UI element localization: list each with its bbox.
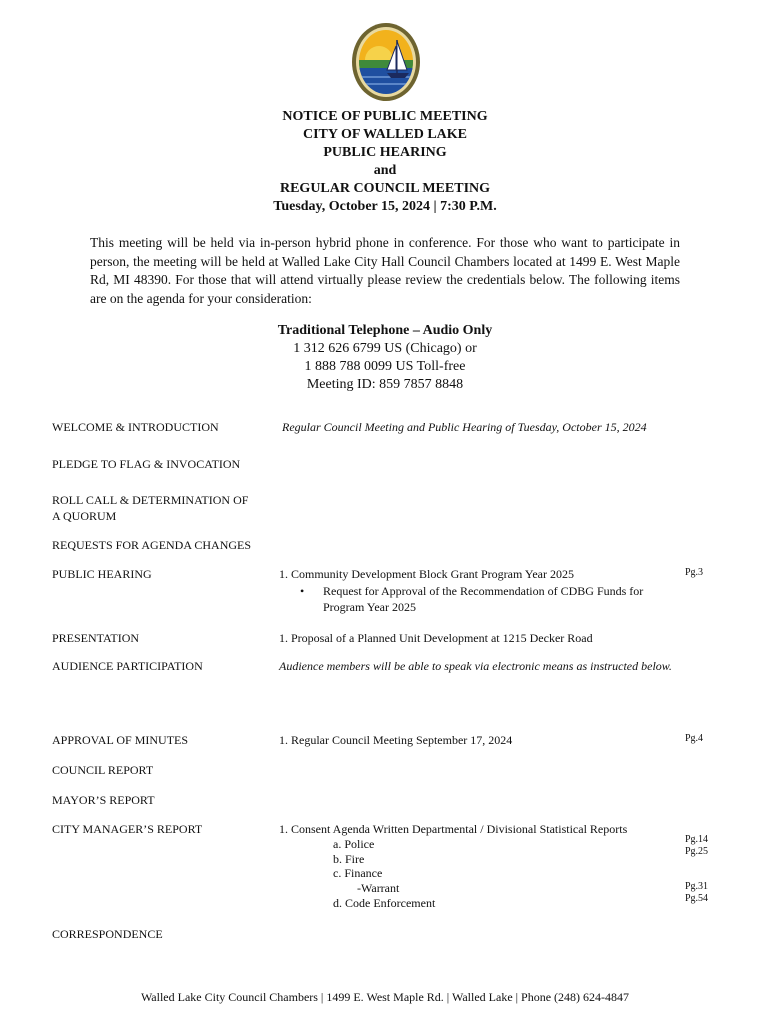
city-seal-logo [351, 22, 421, 102]
intro-paragraph: This meeting will be held via in-person hybrid phone in conference. For those who want to participate in person, the meeting will be held at Walled Lake City Hall Council Chambers located at 1499 E. West Maple Rd, MI 48390. For those that will attend virtually please review the credentials below. The following items are on the agenda for your consideration: [90, 235, 680, 306]
bullet-dot-icon: • [300, 584, 305, 598]
page-ref-police: Pg.14 [685, 834, 709, 845]
agenda-item-minutes: 1. Regular Council Meeting September 17, 2024 [279, 733, 513, 747]
phone-number-chicago: 1 312 626 6799 US (Chicago) or [293, 341, 477, 356]
meeting-heading: REGULAR COUNCIL MEETING [279, 181, 491, 196]
page-footer: Walled Lake City Council Chambers | 1499 E. West Maple Rd. | Walled Lake | Phone (248) 624-4847 [140, 990, 630, 1004]
page-ref-fire: Pg.25 [685, 846, 709, 857]
agenda-label-minutes: APPROVAL OF MINUTES [52, 733, 189, 747]
notice-title: NOTICE OF PUBLIC MEETING [282, 109, 488, 124]
agenda-note-welcome: Regular Council Meeting and Public Hearing of Tuesday, October 15, 2024 [282, 420, 647, 434]
bullet-text: Request for Approval of the Recommendation of CDBG Funds for Program Year 2025 [323, 584, 644, 614]
agenda-bullet-hearing [300, 583, 680, 615]
page-ref-hearing: Pg.3 [685, 567, 704, 578]
agenda-label-requests: REQUESTS FOR AGENDA CHANGES [52, 538, 252, 552]
agenda-label-audience: AUDIENCE PARTICIPATION [52, 659, 203, 673]
agenda-item-presentation: 1. Proposal of a Planned Unit Development at 1215 Decker Road [279, 631, 593, 645]
agenda-label-hearing: PUBLIC HEARING [52, 567, 152, 581]
meeting-id: Meeting ID: 859 7857 8848 [306, 377, 464, 392]
agenda-label-presentation: PRESENTATION [52, 631, 140, 645]
notice-header [0, 108, 770, 216]
and-text: and [373, 163, 397, 178]
page-ref-finance: Pg.31 [685, 881, 709, 892]
phone-info [0, 322, 770, 394]
city-name: CITY OF WALLED LAKE [302, 127, 467, 142]
report-fire: b. Fire [333, 852, 365, 866]
agenda-label-mayor: MAYOR’S REPORT [52, 793, 155, 807]
report-code-enforcement: d. Code Enforcement [333, 896, 436, 910]
page-ref-minutes: Pg.4 [685, 733, 704, 744]
agenda-label-pledge: PLEDGE TO FLAG & INVOCATION [52, 457, 241, 471]
phone-number-tollfree: 1 888 788 0099 US Toll-free [304, 359, 466, 374]
meeting-date: Tuesday, October 15, 2024 | 7:30 P.M. [273, 199, 497, 214]
agenda-label-correspondence: CORRESPONDENCE [52, 927, 163, 941]
agenda-label-council: COUNCIL REPORT [52, 763, 154, 777]
report-finance: c. Finance [333, 866, 383, 880]
agenda-label-rollcall-line2: A QUORUM [52, 509, 117, 523]
agenda-label-rollcall-line1: ROLL CALL & DETERMINATION OF [52, 493, 249, 507]
phone-title: Traditional Telephone – Audio Only [277, 323, 493, 338]
hearing-heading: PUBLIC HEARING [323, 145, 447, 160]
agenda-item-manager: 1. Consent Agenda Written Departmental / Divisional Statistical Reports [279, 822, 628, 836]
agenda-item-hearing: 1. Community Development Block Grant Program Year 2025 [279, 567, 574, 581]
agenda-note-audience: Audience members will be able to speak via electronic means as instructed below. [279, 659, 672, 673]
report-police: a. Police [333, 837, 375, 851]
agenda-label-welcome: WELCOME & INTRODUCTION [52, 420, 219, 434]
page-ref-code-enforcement: Pg.54 [685, 893, 709, 904]
agenda-label-manager: CITY MANAGER’S REPORT [52, 822, 203, 836]
report-finance-warrant: -Warrant [357, 881, 400, 895]
